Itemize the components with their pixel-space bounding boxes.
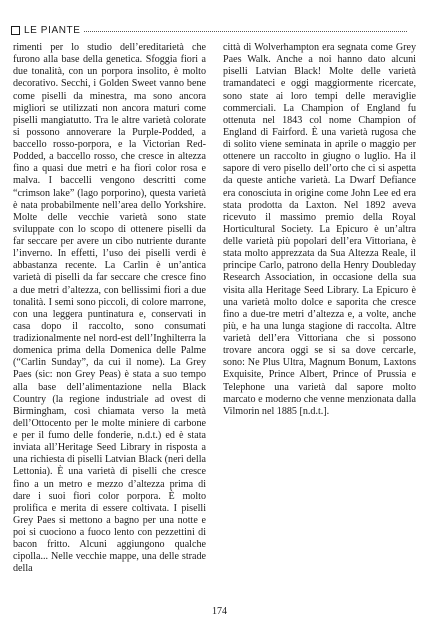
body-paragraph-left: rimenti per lo studio dell’ereditarietà che furono alla base della genetica. Sfoggia fiori a due tonalità, con un porpora insolito, è molto decorativo. Secchi, i Golden Sweet vanno bene come piselli da minestra, ma sono ancora migliori se utilizzati non ancora maturi come piselli mangiatutto. Tra le altre varietà colorate si possono annoverare la Purple-Podded, a baccello rosso-porpora, e la Victorian Red-Podded, a baccello rosso, che cresce in altezza fino a quasi due metri e ha fiori color rosa e malva. I baccelli vengono descritti come “crimson lake” (lago porporino), questa varietà è nata probabilmente nell’area dello Yorkshire. Molte delle vecchie varietà sono state sviluppate con lo scopo di ottenere piselli da far seccare per avere un cibo nutriente durante l’inverno. In effetti, l’uso dei piselli verdi è abbastanza recente. La Carlin è un’antica varietà di piselli da far seccare che cresce fino a due metri d’altezza, con bellissimi fiori a due tonalità. I semi sono piccoli, di colore marrone, con una leggera puntinatura e, conservati in casa dopo il raccolto, sono consumati tradizionalmente nel nord-est dell’Inghilterra la domenica prima della Domenica delle Palme (“Carlin Sunday”, da cui il nome). La Grey Paes (sic: non Grey Peas) è stata a suo tempo alla base dell’alimentazione nella Black Country (la regione industriale ad ovest di Birmingham, così chiamata verso la metà dell’Ottocento per le molte miniere di carbone e per il fumo delle fonderie, n.d.t.) ed è stata inviata all’Heritage Seed Library in risposta a una richiesta di piselli Latvian Black (neri della Lettonia). È una varietà di piselli che cresce fino a un metro e mezzo d’altezza prima di dare i suoi fiori color porpora. È molto prolifica e merita di essere coltivata. I piselli Grey Paes si mettono a bagno per una notte e poi si cuociono a fuoco lento con pezzettini di bacon fritto. Alcuni aggiungono qualche cipolla... Nelle vecchie mappe, una delle strade della [13,42,206,575]
body-paragraph-right: città di Wolverhampton era segnata come Grey Paes Walk. Anche a noi hanno dato alcuni piselli Latvian Black! Molte delle varietà tramandateci e oggi maggiormente ricercate, sono state ai loro tempi delle meraviglie commerciali. La Champion of England fu ottenuta nel 1843 col nome Champion of England di Fairford. È una varietà rugosa che di solito viene seminata in aprile o maggio per ottenere un raccolto in giugno o luglio. Ha il sapore di vero pisello dell’orto che ci si aspetta da queste antiche varietà. La Dwarf Defiance era conosciuta in origine come John Lee ed era stata prodotta da Laxton. Nel 1892 aveva ricevuto il massimo premio della Royal Horticultural Society. La Epicuro è un’altra delle varietà più popolari dell’era Vittoriana, è stata molto apprezzata da Sua Altezza Reale, il principe Carlo, patrono della Henry Doubleday Research Association, in occasione della sua visita alla Heritage Seed Library. La Epicuro è una varietà molto dolce e saporita che cresce fino a due-tre metri d’altezza e, a volte, anche più, e ha una lunga stagione di raccolta. Altre varietà dell’era Vittoriana che si possono trovare ancora oggi se si sa dove cercarle, sono: Ne Plus Ultra, Magnum Bonum, Laxtons Exquisite, Prince Albert, Prince of Prussia e Telephone una varietà dal sapore molto marcato e moderno che venne menzionata dalla Vilmorin nel 1885 [n.d.t.]. [223,42,416,417]
text-column-left [13,42,206,576]
square-bullet-icon [11,26,20,35]
dotted-leader-line [84,31,407,32]
page-number: 174 [212,606,227,617]
text-column-right [223,42,416,418]
section-title: LE PIANTE [24,24,81,36]
running-header [11,22,407,38]
